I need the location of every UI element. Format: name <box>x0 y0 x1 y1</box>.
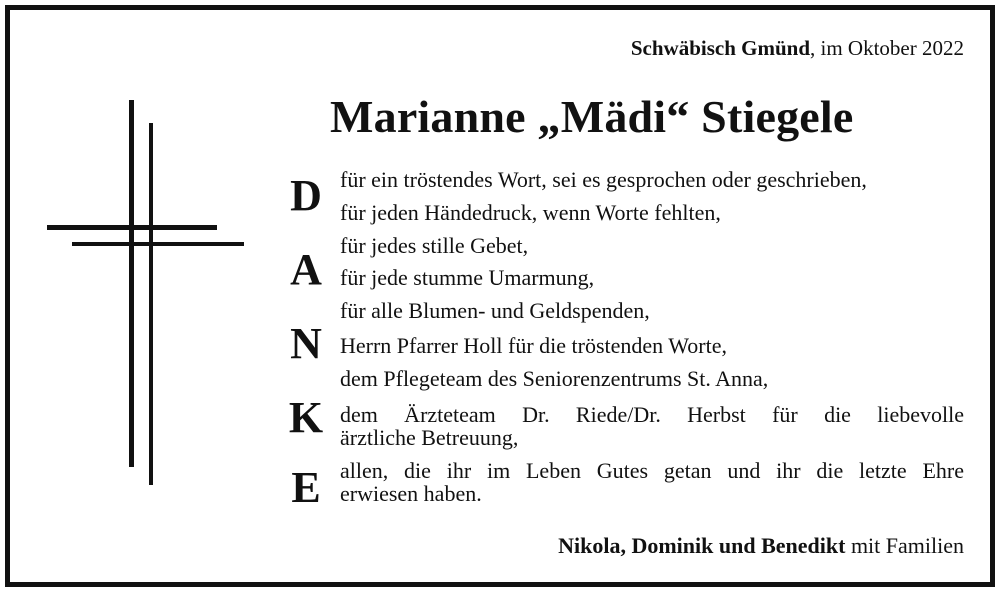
deceased-name-title: Marianne „Mädi“ Stiegele <box>330 91 854 142</box>
thanks-line: ärztliche Betreuung, <box>340 425 519 450</box>
thanks-line: für jede stumme Umarmung, <box>340 265 595 290</box>
danke-letter-d: D <box>290 171 322 220</box>
danke-letter-n: N <box>290 319 322 368</box>
danke-letter-a: A <box>290 245 322 294</box>
date-text: , im Oktober 2022 <box>810 36 964 60</box>
thanks-line: dem Ärzteteam Dr. Riede/Dr. Herbst für die liebevolle <box>340 402 964 427</box>
place-name: Schwäbisch Gmünd <box>630 36 811 60</box>
thanks-line: für alle Blumen- und Geldspenden, <box>340 298 650 323</box>
cross-vertical-bar-2 <box>149 123 153 485</box>
thanks-line: dem Pflegeteam des Seniorenzentrums St. Anna, <box>340 366 769 391</box>
cross-vertical-bar-1 <box>129 100 134 467</box>
thanks-line: für ein tröstendes Wort, sei es gesprochen oder geschrieben, <box>340 167 867 192</box>
cross-horizontal-bar-1 <box>47 225 217 230</box>
thanks-line: erwiesen haben. <box>340 481 482 506</box>
cross-horizontal-bar-2 <box>72 242 244 246</box>
thanks-line: für jedes stille Gebet, <box>340 233 529 258</box>
thanks-line: Herrn Pfarrer Holl für die tröstenden Worte, <box>340 333 727 358</box>
place-date-line <box>631 36 964 61</box>
danke-letter-k: K <box>288 393 324 442</box>
signature-names: Nikola, Dominik und Benedikt <box>558 533 846 558</box>
signature-line <box>558 533 964 559</box>
danke-letter-e: E <box>291 463 321 512</box>
thanks-line: für jeden Händedruck, wenn Worte fehlten, <box>340 200 721 225</box>
thanks-line: allen, die ihr im Leben Gutes getan und ihr die letzte Ehre <box>340 458 964 483</box>
signature-suffix: mit Familien <box>845 533 964 558</box>
